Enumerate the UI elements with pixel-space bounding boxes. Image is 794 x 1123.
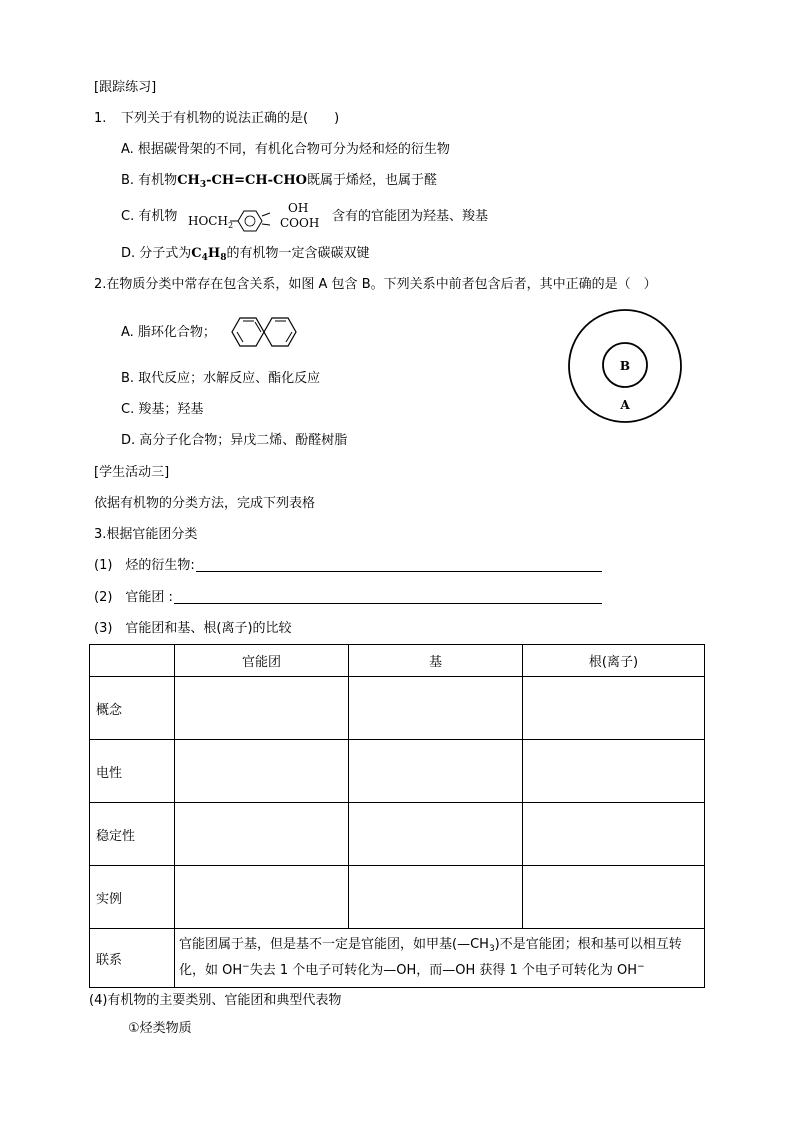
q3-title: 3.根据官能团分类: [94, 527, 198, 542]
double-bond: [237, 332, 243, 342]
table-cell-blank[interactable]: [349, 677, 523, 740]
q1-option-b-suffix: 既属于烯烃，也属于醛: [307, 173, 438, 188]
q2-stem: 2.在物质分类中常存在包含关系，如图 A 包含 B。下列关系中前者包含后者，其中正确的是（ ）: [94, 277, 657, 292]
table-cell-blank[interactable]: [349, 740, 523, 803]
q1-option-c-suffix: 含有的官能团为羟基、羧基: [332, 209, 489, 224]
table-header-row: [90, 645, 705, 677]
table-row-label: 稳定性: [90, 803, 175, 866]
q1-option-b: [121, 173, 437, 189]
table-cell-blank[interactable]: [523, 740, 705, 803]
item1-label: (1) 烃的衍生物:: [94, 558, 195, 573]
naphthalene-ring-left: [232, 318, 264, 346]
table-cell-blank[interactable]: [349, 866, 523, 929]
q1-option-c-prefix: C. 有机物: [121, 209, 178, 224]
formula-sub: 3: [199, 180, 207, 190]
table-row: [90, 803, 705, 866]
item4-label: (4)有机物的主要类别、官能团和典型代表物: [89, 993, 342, 1008]
q1-number: 1.: [94, 111, 107, 126]
item4-subheading: ①烃类物质: [128, 1021, 192, 1036]
q1-option-b-prefix: B. 有机物: [121, 173, 178, 188]
table-cell-blank[interactable]: [523, 803, 705, 866]
naphthalene-ring-right: [264, 318, 296, 346]
table-row: [90, 677, 705, 740]
table-cell-blank[interactable]: [523, 866, 705, 929]
table-row-label: 联系: [90, 929, 175, 988]
item3-label: (3) 官能团和基、根(离子)的比较: [94, 621, 292, 636]
struct-oh: OH: [288, 201, 309, 215]
formula-rest: -CH=CH-CHO: [206, 173, 307, 188]
table-row-label: 概念: [90, 677, 175, 740]
q1-option-a: A. 根据碳骨架的不同，有机化合物可分为烃和烃的衍生物: [121, 142, 450, 157]
table-cell-blank[interactable]: [523, 677, 705, 740]
inclusion-diagram: [566, 308, 684, 426]
inner-label-b: B: [619, 359, 631, 373]
section-heading-student-activity: [学生活动三]: [94, 465, 170, 480]
naphthalene-structure: [228, 307, 300, 357]
table-row-link: [90, 929, 705, 988]
q1-option-d: [121, 246, 369, 262]
table-row-label: 实例: [90, 866, 175, 929]
table-row-label: 电性: [90, 740, 175, 803]
q2-option-b: B. 取代反应；水解反应、酯化反应: [121, 371, 321, 386]
table-cell-blank[interactable]: [349, 803, 523, 866]
table-cell-blank[interactable]: [175, 677, 349, 740]
item1-blank-line[interactable]: [196, 571, 602, 572]
table-cell-blank[interactable]: [175, 803, 349, 866]
q1-stem: 下列关于有机物的说法正确的是( ): [121, 111, 340, 126]
table-header-cell: 官能团: [175, 645, 349, 677]
table-cell-blank[interactable]: [175, 740, 349, 803]
q1-option-d-formula: $C_4H_8$: [191, 246, 227, 263]
q1-option-d-suffix: 的有机物一定含碳碳双键: [226, 246, 370, 261]
struct-hoch2: $HOCH_2$: [188, 214, 234, 230]
struct-bond: [262, 224, 270, 225]
table-header-cell: 根(离子): [523, 645, 705, 677]
comparison-table: [89, 644, 705, 988]
q2-option-c: C. 羧基；羟基: [121, 402, 204, 417]
q2-option-d: D. 高分子化合物；异戊二烯、酚醛树脂: [121, 433, 348, 448]
q1-option-b-formula: [177, 173, 307, 188]
struct-ring-circle: [245, 216, 255, 226]
table-cell-blank[interactable]: [175, 866, 349, 929]
struct-benzene-ring: [238, 211, 262, 231]
q2-option-a: A. 脂环化合物；: [121, 325, 216, 340]
table-row: [90, 866, 705, 929]
table-header-cell: [90, 645, 175, 677]
formula-ch: CH: [177, 173, 200, 188]
struct-cooh: COOH: [280, 216, 320, 230]
table-row: [90, 740, 705, 803]
table-link-text: 官能团属于基，但是基不一定是官能团，如甲基$(—CH_3)$不是官能团；根和基可以相互转化，如 OH−失去 1 个电子可转化为—OH，而—OH 获得 1 个电子可转化为 OH−: [175, 929, 705, 988]
item2-label: (2) 官能团 :: [94, 590, 173, 605]
struct-bond: [262, 213, 270, 216]
q1-option-d-prefix: D. 分子式为: [121, 246, 192, 261]
double-bond: [255, 322, 261, 332]
item2-blank-line[interactable]: [174, 603, 602, 604]
q1-option-c-structure: [186, 200, 336, 232]
intro-text: 依据有机物的分类方法，完成下列表格: [94, 496, 316, 511]
section-heading-tracking-practice: [跟踪练习]: [94, 80, 157, 95]
table-header-cell: 基: [349, 645, 523, 677]
outer-label-a: A: [620, 398, 630, 412]
